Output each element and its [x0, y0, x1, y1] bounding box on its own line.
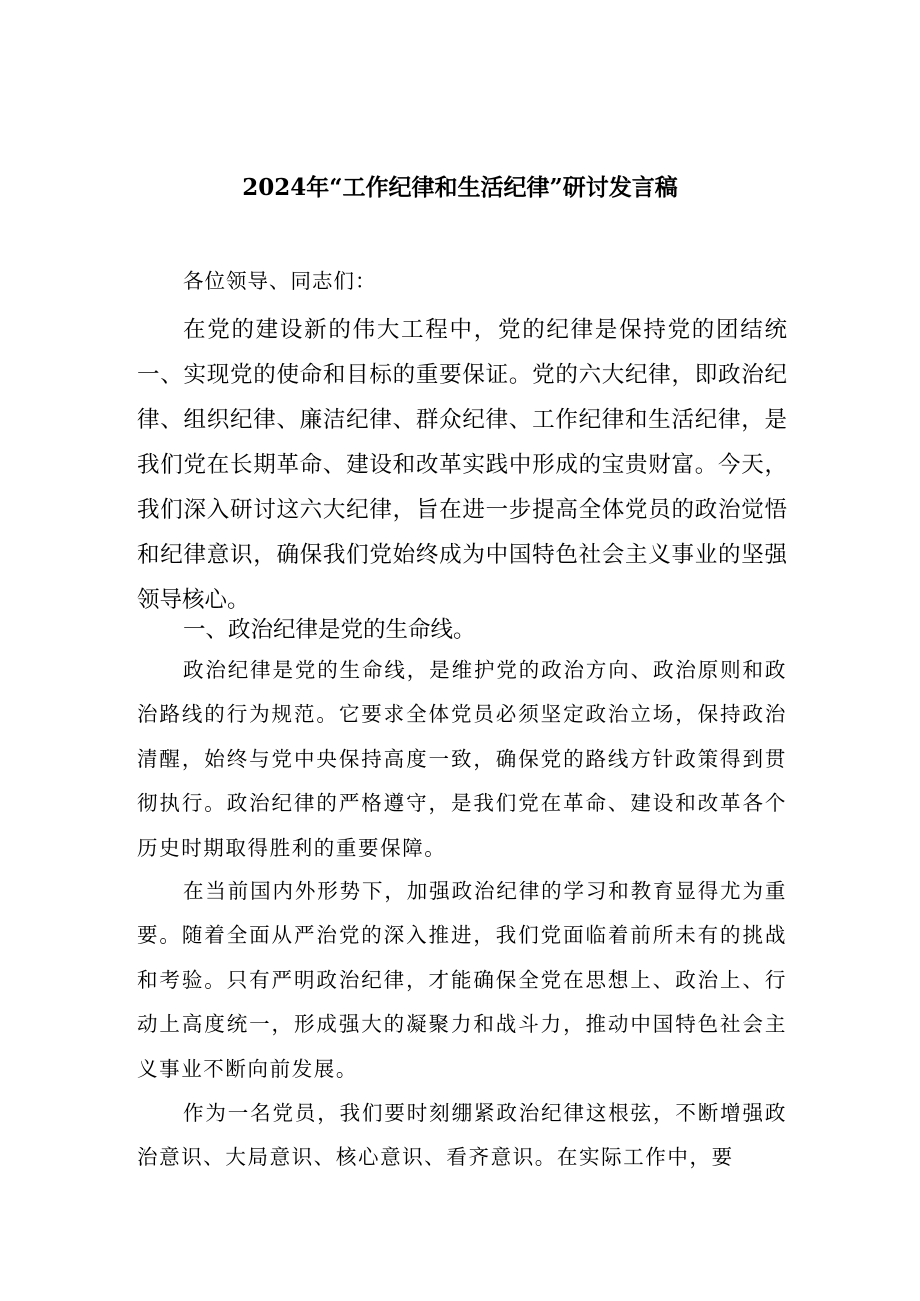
body-paragraph: 在当前国内外形势下，加强政治纪律的学习和教育显得尤为重要。随着全面从严治党的深入推进，我们党面临着前所未有的挑战和考验。只有严明政治纪律，才能确保全党在思想上、政治上、行动上高度统一，形成强大的凝聚力和战斗力，推动中国特色社会主义事业不断向前发展。 — [137, 879, 787, 1081]
intro-paragraph: 在党的建设新的伟大工程中，党的纪律是保持党的团结统一、实现党的使命和目标的重要保证。党的六大纪律，即政治纪律、组织纪律、廉洁纪律、群众纪律、工作纪律和生活纪律，是我们党在长期革命、建设和改革实践中形成的宝贵财富。今天，我们深入研讨这六大纪律，旨在进一步提高全体党员的政治觉悟和纪律意识，确保我们党始终成为中国特色社会主义事业的坚强领导核心。 — [137, 317, 787, 613]
salutation: 各位领导、同志们： — [183, 269, 377, 293]
document-title: 2024年“工作纪律和生活纪律”研讨发言稿 — [242, 174, 678, 201]
section-heading: 一、政治纪律是党的生命线。 — [183, 617, 476, 643]
body-paragraph: 政治纪律是党的生命线，是维护党的政治方向、政治原则和政治路线的行为规范。它要求全体党员必须坚定政治立场，保持政治清醒，始终与党中央保持高度一致，确保党的路线方针政策得到贯彻执行。政治纪律的严格遵守，是我们党在革命、建设和改革各个历史时期取得胜利的重要保障。 — [137, 658, 787, 860]
body-paragraph: 作为一名党员，我们要时刻绷紧政治纪律这根弦，不断增强政治意识、大局意识、核心意识、看齐意识。在实际工作中，要 — [137, 1101, 787, 1170]
